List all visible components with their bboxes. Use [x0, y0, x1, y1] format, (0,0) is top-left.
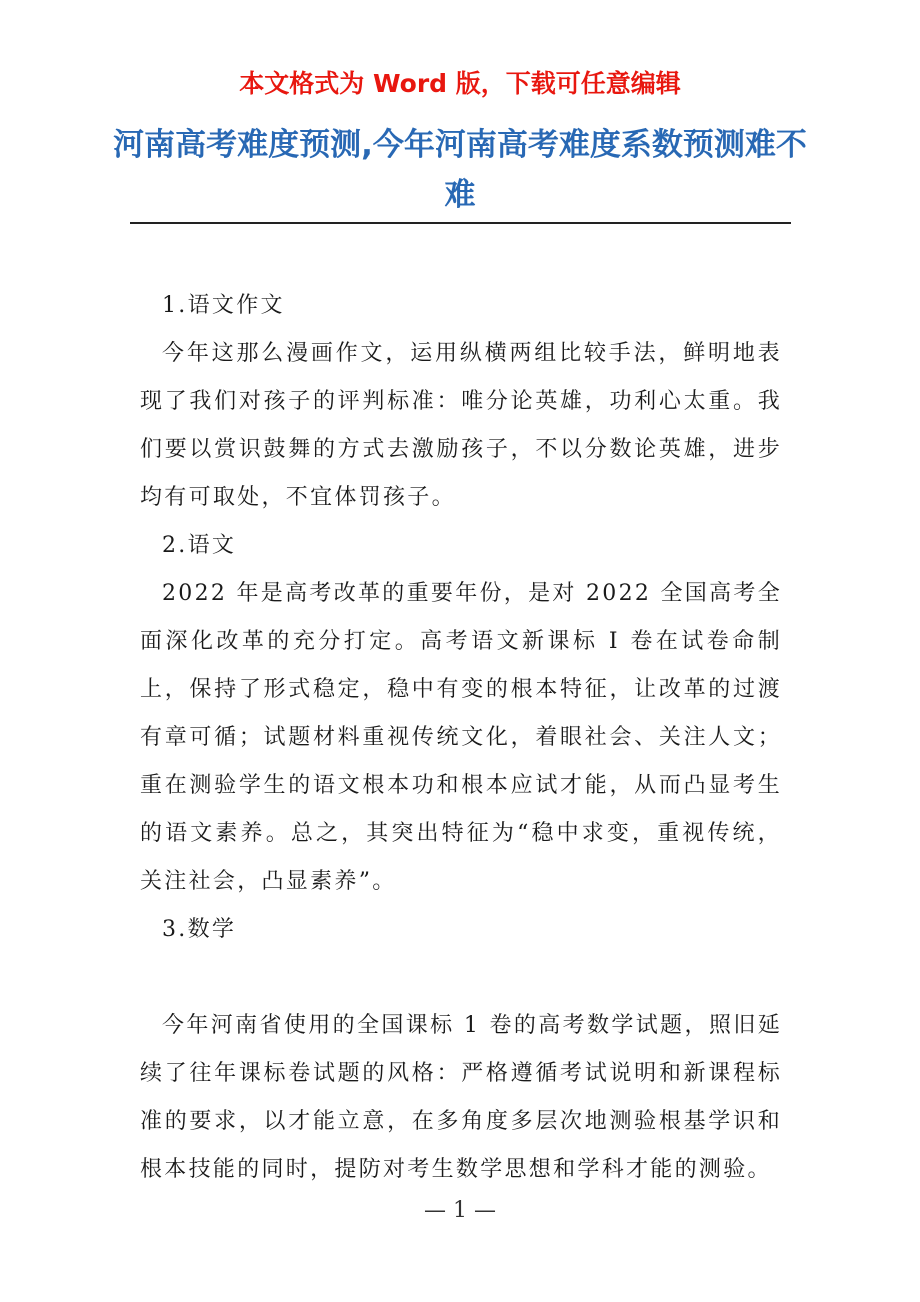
- section-heading-chinese-essay: 1.语文作文: [162, 293, 285, 318]
- paragraph: 今年这那么漫画作文，运用纵横两组比较手法，鲜明地表现了我们对孩子的评判标准：唯分论英雄，功利心太重。我们要以赏识鼓舞的方式去激励孩子，不以分数论英雄，进步均有可取处，不宜体罚孩子。: [140, 341, 782, 510]
- paragraph: 2022 年是高考改革的重要年份，是对 2022 全国高考全面深化改革的充分打定。高考语文新课标 I 卷在试卷命制上，保持了形式稳定，稳中有变的根本特征，让改革的过渡有章可循；试题材料重视传统文化，着眼社会、关注人文；重在测验学生的语文根本功和根本应试才能，从而凸显考生的语文素养。总之，其突出特征为“稳中求变，重视传统，关注社会，凸显素养”。: [140, 581, 782, 894]
- section-heading-chinese: 2.语文: [162, 533, 237, 558]
- section-heading-math: 3.数学: [162, 917, 237, 942]
- page-title: 河南高考难度预测,今年河南高考难度系数预测难不难: [113, 127, 807, 213]
- document-body: [140, 282, 782, 1194]
- download-banner: 本文格式为 Word 版，下载可任意编辑: [239, 69, 681, 98]
- paragraph: 今年河南省使用的全国课标 1 卷的高考数学试题，照旧延续了往年课标卷试题的风格：严格遵循考试说明和新课程标准的要求，以才能立意，在多角度多层次地测验根基学识和根本技能的同时，提防对考生数学思想和学科才能的测验。: [140, 1013, 782, 1182]
- title-divider: [130, 222, 791, 224]
- page-number: — 1 —: [424, 1198, 496, 1223]
